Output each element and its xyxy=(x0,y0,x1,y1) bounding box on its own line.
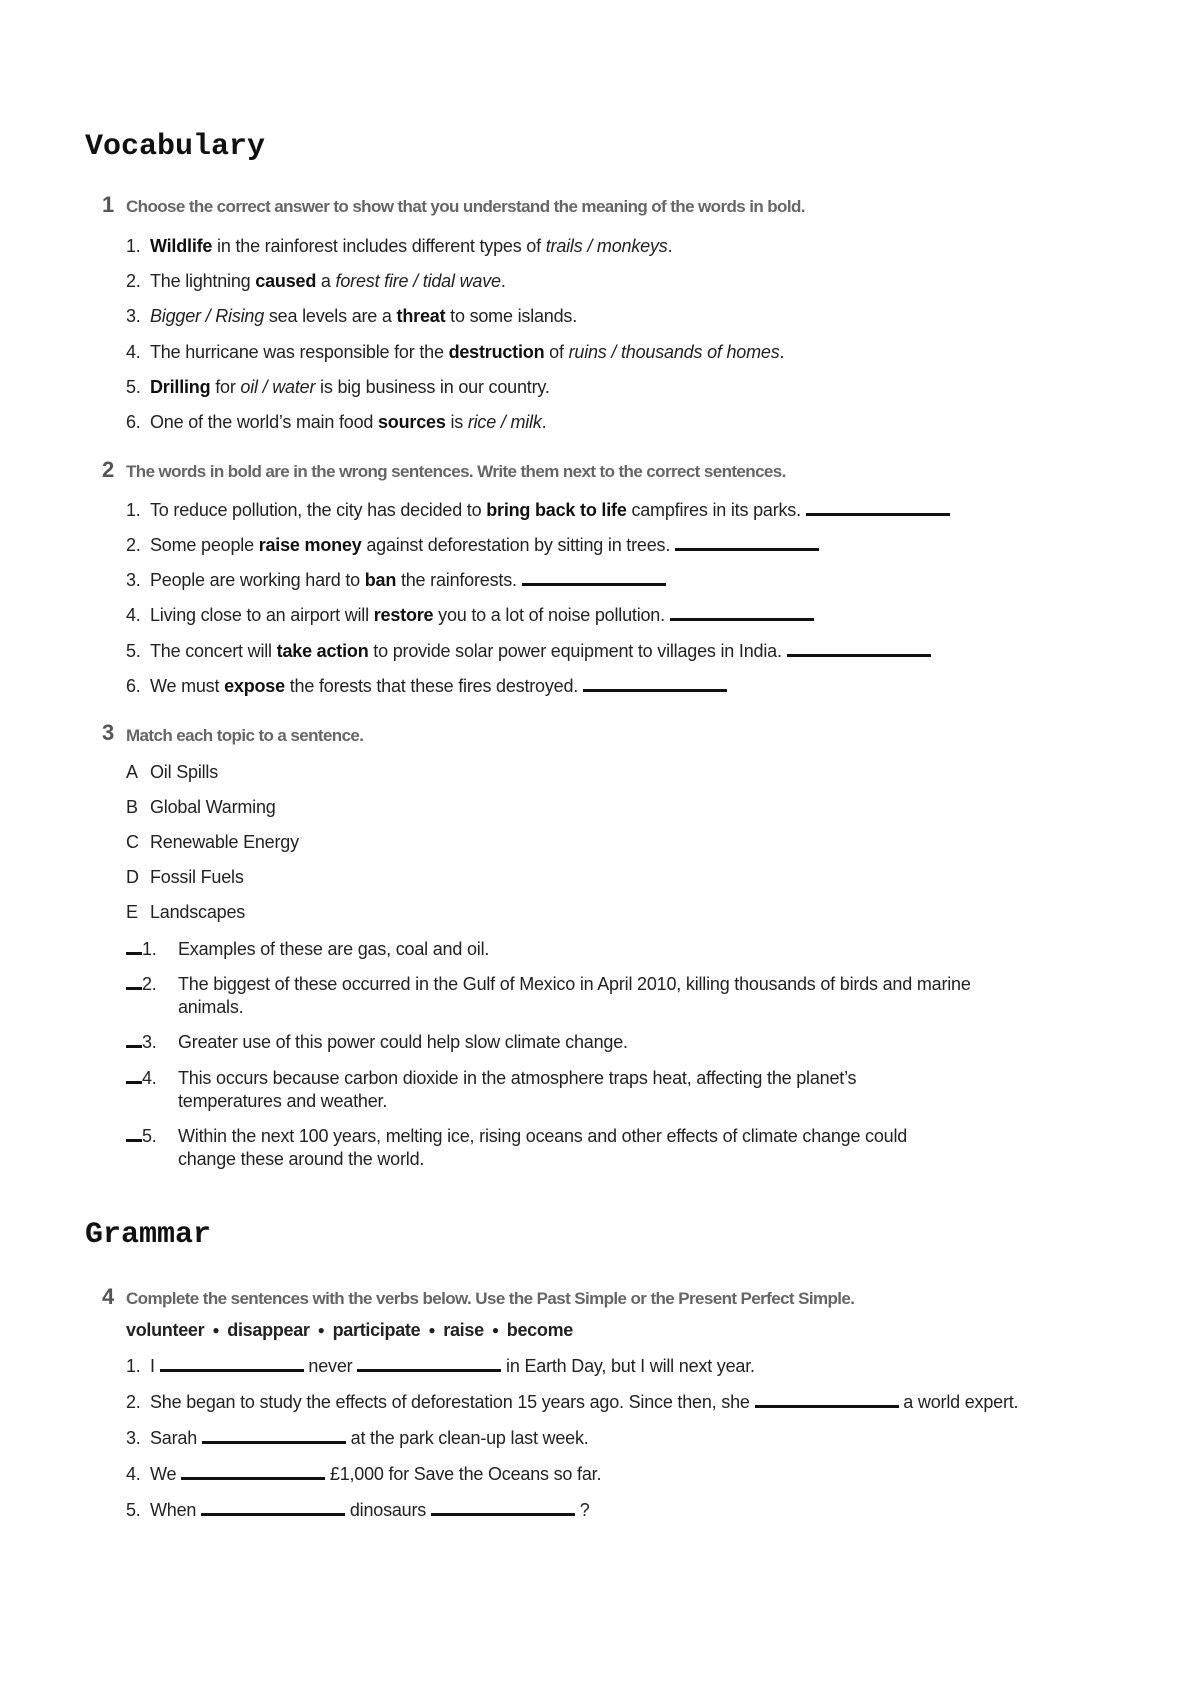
match-blank[interactable] xyxy=(126,938,142,955)
answer-blank[interactable] xyxy=(670,604,814,621)
item-number: 4. xyxy=(142,1068,157,1088)
item-number: 3. xyxy=(126,1428,141,1448)
sentence-text: Within the next 100 years, melting ice, rising oceans and other effects of climate change could change these around the world. xyxy=(178,1126,908,1169)
bullet-separator: ● xyxy=(212,1323,220,1337)
ex2-item-5 xyxy=(126,640,931,662)
item-text: to provide solar power equipment to villages in India. xyxy=(368,641,782,661)
item-number: 2. xyxy=(126,271,141,291)
item-text: The hurricane was responsible for the xyxy=(150,342,449,362)
ex1-item-1 xyxy=(126,236,672,257)
item-text: Sarah xyxy=(150,1428,202,1448)
answer-blank[interactable] xyxy=(160,1355,304,1372)
verb: raise xyxy=(443,1320,484,1340)
verb: volunteer xyxy=(126,1320,205,1340)
item-number: 3. xyxy=(142,1032,157,1052)
vocabulary-heading: Vocabulary xyxy=(85,130,266,164)
item-text: to some islands. xyxy=(445,306,578,326)
item-text: She began to study the effects of deforestation 15 years ago. Since then, she xyxy=(150,1392,755,1412)
topic-c xyxy=(126,832,299,853)
ex4-item-4 xyxy=(126,1463,601,1485)
item-text: the rainforests. xyxy=(396,570,517,590)
choice-options[interactable]: trails / monkeys xyxy=(545,236,668,256)
item-text: in the rainforest includes different types of xyxy=(212,236,546,256)
item-number: 3. xyxy=(126,570,141,590)
answer-blank[interactable] xyxy=(357,1355,501,1372)
item-text: never xyxy=(303,1356,358,1376)
item-text: I xyxy=(150,1356,160,1376)
ex4-item-3 xyxy=(126,1427,589,1449)
item-text: . xyxy=(667,236,673,256)
bold-word: bring back to life xyxy=(486,500,627,520)
bullet-separator: ● xyxy=(428,1323,436,1337)
topic-letter: B xyxy=(126,797,138,817)
answer-blank[interactable] xyxy=(522,569,666,586)
ex4-item-2 xyxy=(126,1391,1018,1413)
topic-b xyxy=(126,797,276,818)
answer-blank[interactable] xyxy=(181,1463,325,1480)
choice-options[interactable]: ruins / thousands of homes xyxy=(568,342,780,362)
sentence-text: The biggest of these occurred in the Gulf of Mexico in April 2010, killing thousands of birds and marine animals. xyxy=(178,974,971,1017)
item-number: 4. xyxy=(126,605,141,625)
ex1-item-5 xyxy=(126,377,550,398)
ex2-item-4 xyxy=(126,604,814,626)
exercise-4-number: 4 xyxy=(102,1284,115,1309)
choice-options[interactable]: rice / milk xyxy=(467,412,542,432)
choice-options[interactable]: forest fire / tidal wave xyxy=(335,271,501,291)
topic-a xyxy=(126,762,218,783)
exercise-1-instruction: Choose the correct answer to show that you understand the meaning of the words in bold. xyxy=(126,197,805,216)
item-number: 2. xyxy=(142,974,157,994)
answer-blank[interactable] xyxy=(583,675,727,692)
topic-text: Global Warming xyxy=(150,797,276,817)
bullet-separator: ● xyxy=(491,1323,499,1337)
item-number: 2. xyxy=(126,535,141,555)
item-number: 6. xyxy=(126,676,141,696)
item-text: dinosaurs xyxy=(345,1500,431,1520)
item-text: One of the world’s main food xyxy=(150,412,378,432)
item-number: 5. xyxy=(142,1126,157,1146)
topic-letter: D xyxy=(126,867,139,887)
answer-blank[interactable] xyxy=(201,1499,345,1516)
grammar-heading: Grammar xyxy=(85,1218,212,1252)
item-text: a xyxy=(316,271,336,291)
verb: become xyxy=(506,1320,573,1340)
ex2-item-1 xyxy=(126,499,950,521)
exercise-3-number: 3 xyxy=(102,720,115,745)
item-text: against deforestation by sitting in trees. xyxy=(361,535,671,555)
answer-blank[interactable] xyxy=(431,1499,575,1516)
topic-letter: A xyxy=(126,762,138,782)
ex1-item-2 xyxy=(126,271,506,292)
item-number: 5. xyxy=(126,377,141,397)
topic-letter: C xyxy=(126,832,139,852)
ex1-item-4 xyxy=(126,342,784,363)
answer-blank[interactable] xyxy=(202,1427,346,1444)
item-number: 1. xyxy=(126,1356,141,1376)
item-number: 1. xyxy=(126,500,141,520)
bold-word: caused xyxy=(255,271,317,291)
item-text: To reduce pollution, the city has decided to xyxy=(150,500,487,520)
item-number: 4. xyxy=(126,1464,141,1484)
match-blank[interactable] xyxy=(126,973,142,990)
ex1-item-3 xyxy=(126,306,577,327)
item-text: The concert will xyxy=(150,641,277,661)
item-text: ? xyxy=(574,1500,590,1520)
answer-blank[interactable] xyxy=(675,534,819,551)
ex1-item-6 xyxy=(126,412,546,433)
bold-word: Wildlife xyxy=(150,236,213,256)
item-number: 2. xyxy=(126,1392,141,1412)
item-text: of xyxy=(544,342,569,362)
bold-word: raise money xyxy=(258,535,362,555)
item-text: Living close to an airport will xyxy=(150,605,374,625)
item-text: £1,000 for Save the Oceans so far. xyxy=(325,1464,602,1484)
match-blank[interactable] xyxy=(126,1067,142,1084)
bold-word: threat xyxy=(396,306,446,326)
item-text: The lightning xyxy=(150,271,256,291)
topic-letter: E xyxy=(126,902,138,922)
topic-d xyxy=(126,867,244,888)
topic-text: Oil Spills xyxy=(150,762,219,782)
item-text: a world expert. xyxy=(898,1392,1019,1412)
item-number: 5. xyxy=(126,1500,141,1520)
choice-options[interactable]: oil / water xyxy=(240,377,316,397)
bold-word: restore xyxy=(373,605,434,625)
exercise-2-instruction: The words in bold are in the wrong sentences. Write them next to the correct sentences. xyxy=(126,462,786,481)
topic-text: Landscapes xyxy=(150,902,246,922)
item-number: 1. xyxy=(126,236,141,256)
item-text: We must xyxy=(150,676,225,696)
bullet-separator: ● xyxy=(317,1323,325,1337)
bold-word: ban xyxy=(364,570,397,590)
item-number: 6. xyxy=(126,412,141,432)
ex4-item-1 xyxy=(126,1355,755,1377)
ex2-item-2 xyxy=(126,534,819,556)
sentence-text: This occurs because carbon dioxide in the atmosphere traps heat, affecting the planet’s temperatures and weather. xyxy=(178,1068,857,1111)
answer-blank[interactable] xyxy=(787,640,931,657)
item-text: campfires in its parks. xyxy=(626,500,801,520)
item-text: People are working hard to xyxy=(150,570,365,590)
exercise-2-number: 2 xyxy=(102,457,115,482)
item-text: When xyxy=(150,1500,202,1520)
choice-options[interactable]: Bigger / Rising xyxy=(150,306,265,326)
topic-text: Fossil Fuels xyxy=(150,867,244,887)
sentence-text: Greater use of this power could help slow climate change. xyxy=(178,1032,628,1052)
verb-box xyxy=(126,1320,573,1341)
topic-e xyxy=(126,902,245,923)
bold-word: take action xyxy=(276,641,369,661)
item-text: the forests that these fires destroyed. xyxy=(284,676,579,696)
item-text: in Earth Day, but I will next year. xyxy=(501,1356,755,1376)
ex2-item-6 xyxy=(126,675,727,697)
item-number: 3. xyxy=(126,306,141,326)
bold-word: expose xyxy=(224,676,285,696)
bold-word: Drilling xyxy=(150,377,211,397)
item-text: at the park clean-up last week. xyxy=(345,1428,589,1448)
item-number: 5. xyxy=(126,641,141,661)
item-text: We xyxy=(150,1464,182,1484)
item-number: 4. xyxy=(126,342,141,362)
topic-text: Renewable Energy xyxy=(150,832,299,852)
answer-blank[interactable] xyxy=(806,499,950,516)
exercise-3-instruction: Match each topic to a sentence. xyxy=(126,726,364,745)
exercise-4-instruction: Complete the sentences with the verbs below. Use the Past Simple or the Present Perfect Simple. xyxy=(126,1289,855,1308)
ex4-item-5 xyxy=(126,1499,590,1521)
answer-blank[interactable] xyxy=(755,1391,899,1408)
item-text: is big business in our country. xyxy=(315,377,550,397)
item-text: you to a lot of noise pollution. xyxy=(433,605,665,625)
ex2-item-3 xyxy=(126,569,666,591)
bold-word: destruction xyxy=(448,342,545,362)
item-text: is xyxy=(445,412,468,432)
verb: participate xyxy=(332,1320,421,1340)
exercise-1-number: 1 xyxy=(102,192,115,217)
verb: disappear xyxy=(227,1320,310,1340)
item-text: . xyxy=(500,271,506,291)
item-number: 1. xyxy=(142,939,157,959)
item-text: for xyxy=(210,377,241,397)
bold-word: sources xyxy=(378,412,446,432)
match-blank[interactable] xyxy=(126,1031,142,1048)
item-text: . xyxy=(779,342,785,362)
item-text: sea levels are a xyxy=(264,306,397,326)
item-text: . xyxy=(541,412,547,432)
sentence-text: Examples of these are gas, coal and oil. xyxy=(178,939,490,959)
match-blank[interactable] xyxy=(126,1125,142,1142)
item-text: Some people xyxy=(150,535,259,555)
